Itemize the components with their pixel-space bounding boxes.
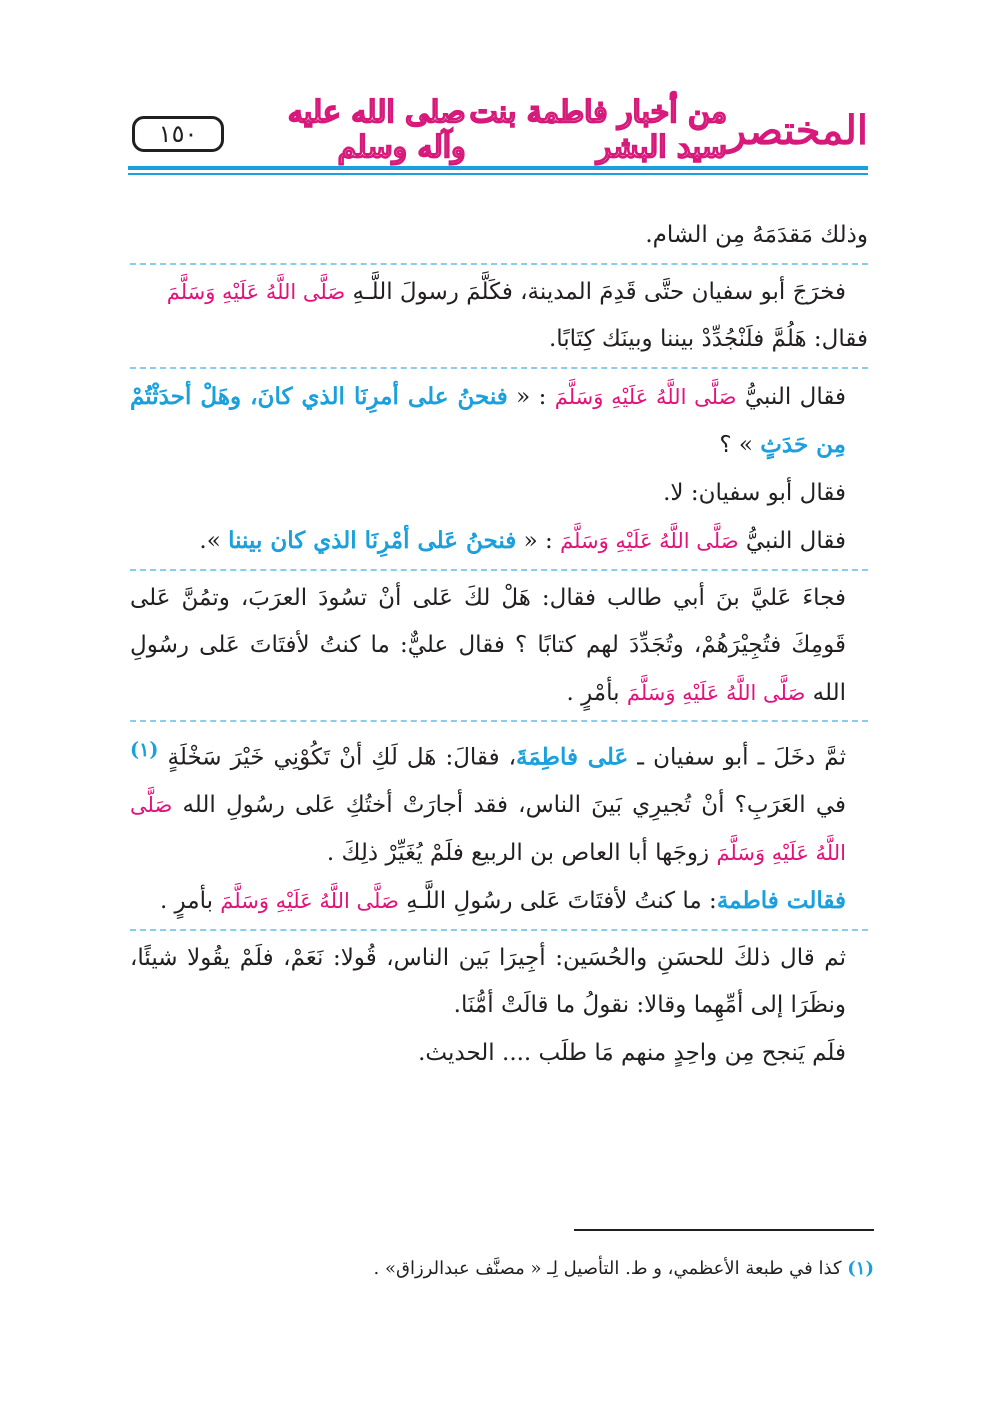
salawat-mark: صَلَّى اللَّهُ عَلَيْهِ وَسَلَّمَ (626, 680, 806, 705)
text-run: فخرَجَ أبو سفيان حتَّى قَدِمَ المدينة، فكَلَّمَ رسولَ اللَّـهِ (345, 278, 846, 305)
text-run: بأمْرٍ . (566, 679, 627, 706)
book-title: المختصر (726, 106, 868, 154)
text-run: ». (199, 528, 229, 554)
paragraph (130, 575, 868, 718)
text-run: : « (507, 383, 555, 410)
header-title-group (258, 95, 868, 165)
footnote-text: كذا في طبعة الأعظمي، و ط. التأصيل لِـ « مصنَّف عبدالرزاق» . (373, 1258, 842, 1279)
header-rule (128, 166, 868, 170)
text-run: فلَم يَنجح مِن واحِدٍ منهم مَا طلَب .... الحديث. (418, 1039, 846, 1066)
text-run: فقال: هَلُمَّ فلَنْجُدِّدْ بيننا وبينَك كِتَابًا. (548, 326, 868, 352)
footnote-number: (١) (847, 1258, 874, 1279)
main-text (130, 212, 868, 1077)
paragraph (130, 316, 868, 364)
text-run: : ما كنتُ لأفتَاتَ عَلى رسُولِ اللَّـهِ (398, 888, 717, 915)
speaker-label: فقالت فاطمة (716, 887, 846, 915)
paragraph-divider (130, 720, 868, 722)
text-run: » ؟ (719, 432, 761, 458)
page-number: ١٥٠ (132, 116, 224, 152)
footnote-rule (574, 1229, 874, 1231)
text-run: ثم قال ذلكَ للحسَنِ والحُسَين: أجِيرَا بَين الناس، قُولا: نَعَمْ، فلَمْ يقُولا شيئًا، ونظَرَا إلى أمِّهِما وقالا: نقولُ ما قالَتْ أمُّنَا. (130, 944, 846, 1019)
text-run: زوجَها أبا العاص بن الربيع فلَمْ يُغَيِّرْ ذلِكَ . (326, 839, 717, 866)
paragraph (130, 470, 868, 518)
paragraph (130, 212, 868, 260)
hadith-quote: فنحنُ على أمرِنَا الذي كانَ، وهَلْ أحدَثْتُمْ مِن حَدَثٍ (130, 382, 846, 458)
text-run: فقال النبيُّ (738, 528, 846, 554)
footnote (300, 1258, 874, 1279)
salawat-mark: صَلَّى اللَّهُ عَلَيْهِ وَسَلَّمَ (166, 279, 346, 304)
footnote-ref[interactable]: (١) (130, 738, 159, 761)
paragraph (130, 1030, 868, 1078)
header-rule-thin (128, 173, 868, 175)
highlighted-name: عَلى فاطِمَةَ (516, 743, 629, 771)
salawat-mark: صَلَّى اللَّهُ عَلَيْهِ وَسَلَّمَ (560, 529, 739, 553)
paragraph (130, 269, 868, 317)
salawat-mark: صَلَّى اللَّهُ عَلَيْهِ وَسَلَّمَ (130, 793, 846, 865)
text-run: بأمرٍ . (159, 888, 221, 915)
paragraph-divider (130, 263, 868, 265)
text-run: ، فقالَ: هَل لَكِ أنْ تَكُوْنِي خَيْرَ سَخْلَةٍ (158, 744, 517, 771)
text-run: وذلك مَقدَمَهُ مِن الشام. (645, 222, 868, 248)
salawat-mark: صَلَّى اللَّهُ عَلَيْهِ وَسَلَّمَ (220, 889, 399, 914)
paragraph (130, 877, 868, 926)
text-run: فقال أبو سفيان: لا. (663, 479, 846, 506)
hadith-quote: فنحنُ عَلى أمْرِنَا الذي كان بيننا (228, 527, 517, 554)
paragraph-divider (130, 929, 868, 931)
salawat-mark: صَلَّى اللَّهُ عَلَيْهِ وَسَلَّمَ (554, 384, 737, 409)
paragraph (130, 517, 868, 566)
paragraph-divider (130, 569, 868, 571)
paragraph (130, 726, 868, 877)
paragraph (130, 373, 868, 470)
text-run: في العَرَبِ؟ أنْ تُجيرِي بَينَ الناس، فقد أجارَتْ أختُكِ عَلى رسُولِ الله (172, 792, 846, 819)
paragraph-divider (130, 367, 868, 369)
text-run: : « (516, 528, 561, 554)
text-run: فجاءَ عَليَّ بنَ أبي طالب فقال: هَلْ لكَ عَلى أنْ تسُودَ العرَبَ، وتمُنَّ عَلى قَومِكَ فتُجِيْرَهُمْ، وتُجَدِّدَ لهم كتابًا ؟ فقال عليٌّ: ما كنتُ لأفتَاتَ عَلى رسُولِ الله (130, 584, 846, 706)
text-run: ثمَّ دخَلَ ـ أبو سفيان ـ (628, 744, 846, 771)
salawat-calligraphy: صلى الله عليه وآله وسلم (287, 95, 466, 165)
text-run: فقال النبيُّ (736, 383, 846, 410)
book-subtitle: من أخبار فاطمة بنت سيد البشر (469, 95, 727, 165)
page-header (128, 96, 868, 176)
paragraph (130, 935, 868, 1030)
